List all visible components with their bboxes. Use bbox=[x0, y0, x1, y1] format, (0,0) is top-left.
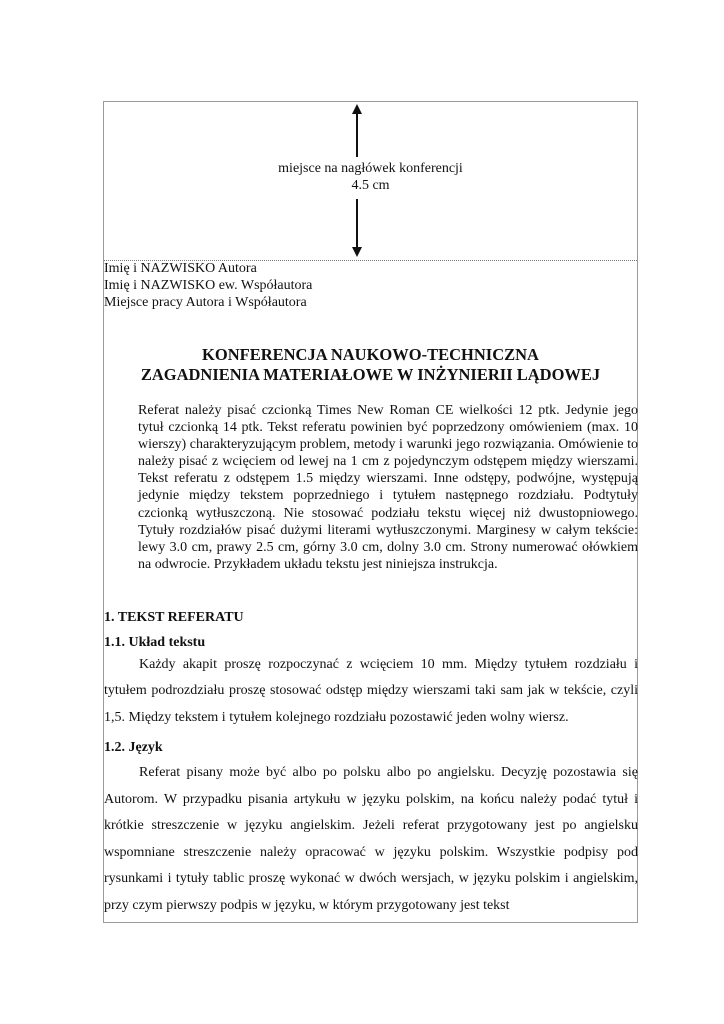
body-paragraph: Referat pisany może być albo po polsku albo po angielsku. Decyzję pozostawia się Autorom. W przypadku pisania artykułu w języku polskim, na końcu należy podać tytuł i krótkie streszczenie w języku angielskim. Jeżeli referat przygotowany jest po angielsku wspomniane streszczenie należy opracować w języku polskim. Wszystkie podpisy pod rysunkami i tytuły tablic proszę wykonać w dwóch wersjach, w języku polskim i angielskim, przy czym pierwszy podpis w języku, w którym przygotowany jest tekst bbox=[104, 765, 638, 913]
title-line2: ZAGADNIENIA MATERIAŁOWE W INŻYNIERII LĄDOWEJ bbox=[140, 365, 601, 384]
abstract-paragraph: Referat należy pisać czcionką Times New Roman CE wielkości 12 ptk. Jedynie jego tytuł czcionką 14 ptk. Tekst referatu powinien być poprzedzony omówieniem (max. 10 wierszy) charakteryzującym problem, metody i warunki jego rozwiązania. Omówienie to należy pisać z wcięciem od lewej na 1 cm z pojedynczym odstępem między wierszami. Tekst referatu z odstępem 1.5 między wierszami. Inne odstępy, podwójne, występują jedynie między tekstem poprzedniego i tytułem następnego rozdziału. Podtytuły czcionką wytłuszczoną. Nie stosować podziału tekstu więcej niż dwustopniowego. Tytuły rozdziałów pisać dużymi literami wytłuszczonymi. Marginesy w całym tekście: lewy 3.0 cm, prawy 2.5 cm, górny 3.0 cm, dolny 3.0 cm. Strony numerować ołówkiem na odwrocie. Przykładem układu tekstu jest niniejsza instrukcja. bbox=[138, 403, 638, 572]
conference-header-placeholder bbox=[104, 102, 637, 261]
subsection-heading: 1.1. Układ tekstu bbox=[104, 635, 206, 650]
page-frame bbox=[103, 101, 638, 923]
title-line1: KONFERENCJA NAUKOWO-TECHNICZNA bbox=[202, 345, 539, 364]
header-label-line1: miejsce na nagłówek konferencji bbox=[278, 161, 463, 176]
coauthor-line: Imię i NAZWISKO ew. Współautora bbox=[104, 278, 313, 293]
section-heading: 1. TEKST REFERATU bbox=[104, 610, 244, 625]
paper-title bbox=[104, 345, 637, 385]
body-paragraph: Każdy akapit proszę rozpoczynać z wcięciem 10 mm. Między tytułem rozdziału i tytułem podrozdziału proszę stosować odstęp między wierszami taki sam jak w tekście, czyli 1,5. Między tekstem i tytułem kolejnego rozdziału pozostawić jeden wolny wiersz. bbox=[104, 657, 638, 725]
subsection-heading: 1.2. Język bbox=[104, 740, 163, 755]
header-placeholder-label bbox=[104, 160, 637, 194]
author-block bbox=[104, 260, 312, 311]
affiliation-line: Miejsce pracy Autora i Współautora bbox=[104, 295, 307, 310]
author-line: Imię i NAZWISKO Autora bbox=[104, 261, 257, 276]
header-label-line2: 4.5 cm bbox=[351, 178, 390, 193]
